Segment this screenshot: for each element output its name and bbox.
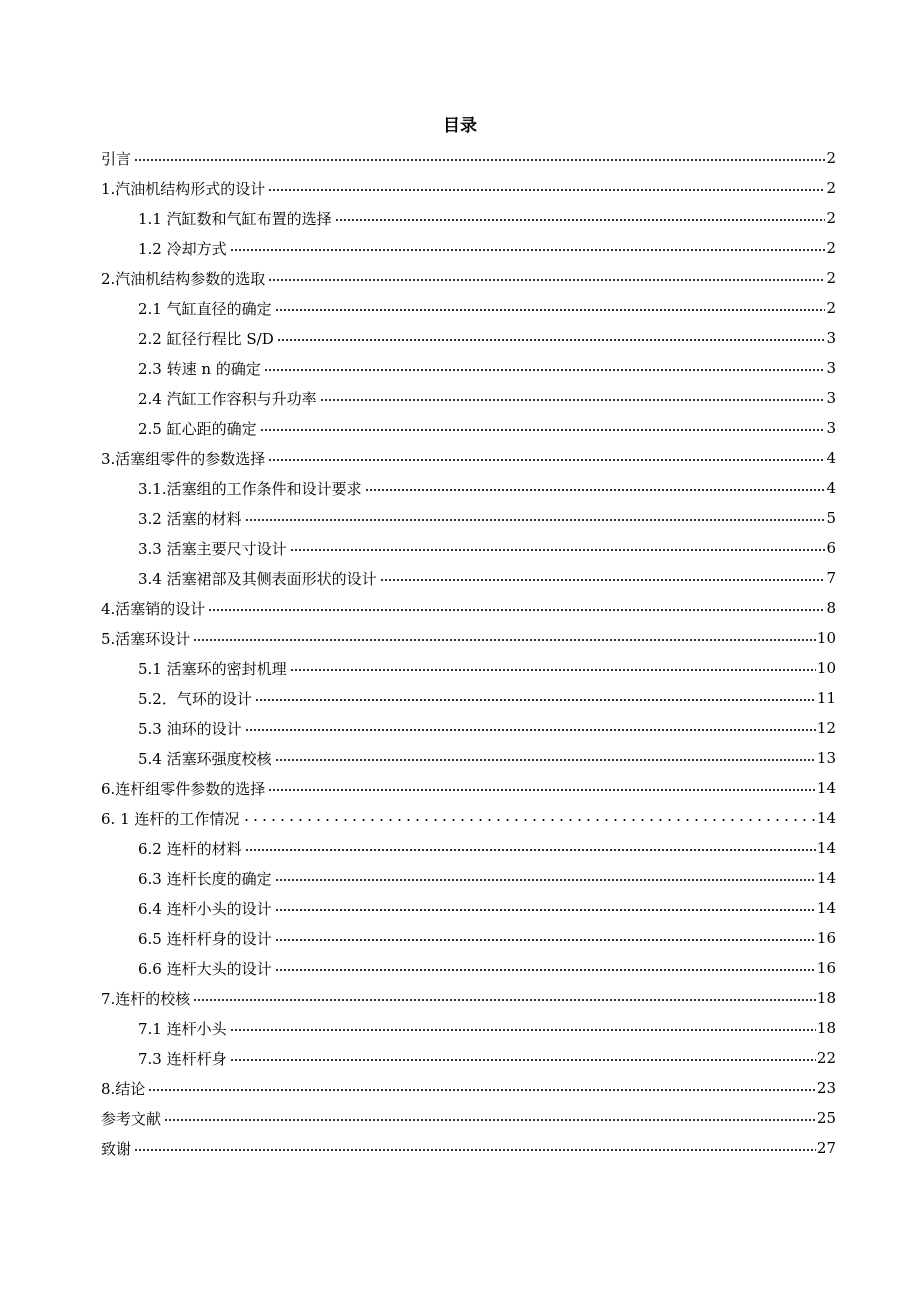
toc-entry-text: 2.1 气缸直径的确定 bbox=[138, 299, 272, 318]
toc-entry[interactable] bbox=[0, 863, 920, 893]
toc-entry[interactable] bbox=[0, 233, 920, 263]
toc-entry-page-number: 11 bbox=[816, 689, 836, 707]
toc-entry-page-number: 8 bbox=[826, 599, 836, 617]
toc-entry-text: 2.3 转速 n 的确定 bbox=[138, 359, 261, 378]
toc-entry-page-number: 10 bbox=[816, 659, 836, 677]
toc-entry-text: 7.3 连杆杆身 bbox=[138, 1049, 227, 1068]
toc-entry[interactable] bbox=[0, 383, 920, 413]
toc-entry-text: 1.汽油机结构形式的设计 bbox=[101, 179, 266, 198]
toc-entry-text: 6. 1 连杆的工作情况 bbox=[101, 809, 240, 828]
toc-entry[interactable] bbox=[0, 623, 920, 653]
toc-title: 目录 bbox=[443, 116, 477, 136]
toc-entry-text: 3.3 活塞主要尺寸设计 bbox=[138, 539, 287, 558]
toc-entry-page-number: 2 bbox=[826, 269, 836, 287]
toc-dot-leader bbox=[275, 964, 816, 976]
toc-entry[interactable] bbox=[0, 173, 920, 203]
toc-entry[interactable] bbox=[0, 923, 920, 953]
toc-entry-page-number: 5 bbox=[826, 509, 836, 527]
toc-dot-leader bbox=[275, 754, 816, 766]
toc-entry-page-number: 23 bbox=[816, 1079, 836, 1097]
toc-entry-page-number: 4 bbox=[826, 449, 836, 467]
toc-entry-text: 6.2 连杆的材料 bbox=[138, 839, 242, 858]
toc-entry[interactable] bbox=[0, 533, 920, 563]
toc-entry-text: 3.4 活塞裙部及其侧表面形状的设计 bbox=[138, 569, 377, 588]
toc-entry-page-number: 27 bbox=[816, 1139, 836, 1157]
toc-dot-leader bbox=[290, 544, 826, 556]
toc-entry[interactable] bbox=[0, 1073, 920, 1103]
toc-entry[interactable] bbox=[0, 833, 920, 863]
toc-entry-text: 致谢 bbox=[101, 1139, 132, 1158]
toc-entry[interactable] bbox=[0, 653, 920, 683]
toc-entry-text: 5.活塞环设计 bbox=[101, 629, 191, 648]
toc-entry-page-number: 2 bbox=[826, 149, 836, 167]
toc-dot-leader bbox=[275, 874, 816, 886]
toc-dot-leader bbox=[275, 934, 816, 946]
toc-entry-text: 2.5 缸心距的确定 bbox=[138, 419, 257, 438]
toc-entry[interactable] bbox=[0, 713, 920, 743]
toc-entry-text: 5.2．气环的设计 bbox=[138, 689, 252, 708]
toc-entry-page-number: 14 bbox=[816, 809, 836, 827]
toc-entry-text: 2.汽油机结构参数的选取 bbox=[101, 269, 266, 288]
toc-entry[interactable] bbox=[0, 503, 920, 533]
toc-dot-leader bbox=[275, 304, 826, 316]
toc-entry-page-number: 25 bbox=[816, 1109, 836, 1127]
toc-dot-leader bbox=[134, 1144, 816, 1156]
toc-entry-text: 2.4 汽缸工作容积与升功率 bbox=[138, 389, 317, 408]
toc-dot-leader bbox=[193, 994, 816, 1006]
toc-entry-page-number: 18 bbox=[816, 989, 836, 1007]
toc-entry[interactable] bbox=[0, 353, 920, 383]
toc-entry-page-number: 3 bbox=[826, 389, 836, 407]
toc-entry[interactable] bbox=[0, 893, 920, 923]
toc-dot-leader bbox=[230, 1024, 816, 1036]
toc-dot-leader bbox=[208, 604, 825, 616]
toc-entry[interactable] bbox=[0, 683, 920, 713]
toc-entry-page-number: 22 bbox=[816, 1049, 836, 1067]
toc-dot-leader bbox=[255, 694, 816, 706]
toc-dot-leader bbox=[268, 784, 816, 796]
toc-entry-text: 1.1 汽缸数和气缸布置的选择 bbox=[138, 209, 332, 228]
toc-dot-leader bbox=[365, 484, 826, 496]
toc-dot-leader bbox=[134, 154, 825, 166]
toc-entry-page-number: 7 bbox=[826, 569, 836, 587]
toc-entry-page-number: 14 bbox=[816, 899, 836, 917]
toc-dot-leader bbox=[268, 454, 825, 466]
toc-entry-page-number: 16 bbox=[816, 959, 836, 977]
toc-dot-leader bbox=[230, 1054, 816, 1066]
toc-entry-text: 4.活塞销的设计 bbox=[101, 599, 206, 618]
toc-entry-page-number: 14 bbox=[816, 839, 836, 857]
toc-dot-leader bbox=[264, 364, 826, 376]
toc-dot-leader bbox=[242, 814, 816, 826]
toc-entry-page-number: 2 bbox=[826, 209, 836, 227]
toc-entry[interactable] bbox=[0, 743, 920, 773]
toc-entry[interactable] bbox=[0, 563, 920, 593]
toc-entry[interactable] bbox=[0, 413, 920, 443]
toc-dot-leader bbox=[245, 724, 816, 736]
toc-dot-leader bbox=[245, 844, 816, 856]
toc-entry[interactable] bbox=[0, 1013, 920, 1043]
toc-dot-leader bbox=[193, 634, 816, 646]
toc-entry-text: 7.1 连杆小头 bbox=[138, 1019, 227, 1038]
toc-dot-leader bbox=[164, 1114, 816, 1126]
toc-entry-page-number: 14 bbox=[816, 869, 836, 887]
toc-entry[interactable] bbox=[0, 1043, 920, 1073]
toc-entry-page-number: 18 bbox=[816, 1019, 836, 1037]
toc-entry[interactable] bbox=[0, 143, 920, 173]
toc-dot-leader bbox=[335, 214, 826, 226]
toc-entry-page-number: 4 bbox=[826, 479, 836, 497]
toc-entry-text: 3.活塞组零件的参数选择 bbox=[101, 449, 266, 468]
toc-dot-leader bbox=[268, 184, 825, 196]
toc-entry-page-number: 13 bbox=[816, 749, 836, 767]
toc-entry[interactable] bbox=[0, 593, 920, 623]
toc-entry-text: 8.结论 bbox=[101, 1079, 146, 1098]
toc-dot-leader bbox=[245, 514, 826, 526]
toc-entry-page-number: 2 bbox=[826, 299, 836, 317]
toc-entry-text: 1.2 冷却方式 bbox=[138, 239, 227, 258]
toc-entry-page-number: 3 bbox=[826, 329, 836, 347]
toc-list bbox=[0, 143, 920, 1163]
toc-entry-text: 3.2 活塞的材料 bbox=[138, 509, 242, 528]
toc-dot-leader bbox=[277, 334, 826, 346]
toc-entry-page-number: 6 bbox=[826, 539, 836, 557]
toc-entry[interactable] bbox=[0, 983, 920, 1013]
toc-dot-leader bbox=[320, 394, 826, 406]
toc-entry[interactable] bbox=[0, 293, 920, 323]
toc-entry-text: 6.6 连杆大头的设计 bbox=[138, 959, 272, 978]
toc-entry-text: 6.4 连杆小头的设计 bbox=[138, 899, 272, 918]
toc-entry-page-number: 3 bbox=[826, 359, 836, 377]
toc-entry[interactable] bbox=[0, 953, 920, 983]
toc-entry[interactable] bbox=[0, 323, 920, 353]
toc-dot-leader bbox=[148, 1084, 816, 1096]
toc-entry[interactable] bbox=[0, 1133, 920, 1163]
toc-entry-text: 2.2 缸径行程比 S/D bbox=[138, 329, 274, 348]
toc-entry-text: 7.连杆的校核 bbox=[101, 989, 191, 1008]
toc-dot-leader bbox=[230, 244, 826, 256]
toc-dot-leader bbox=[268, 274, 825, 286]
toc-dot-leader bbox=[290, 664, 816, 676]
toc-entry-text: 5.1 活塞环的密封机理 bbox=[138, 659, 287, 678]
toc-entry-page-number: 3 bbox=[826, 419, 836, 437]
toc-dot-leader bbox=[275, 904, 816, 916]
toc-entry-page-number: 12 bbox=[816, 719, 836, 737]
toc-entry-text: 5.3 油环的设计 bbox=[138, 719, 242, 738]
toc-entry-page-number: 2 bbox=[826, 239, 836, 257]
toc-entry-page-number: 16 bbox=[816, 929, 836, 947]
toc-entry-text: 3.1.活塞组的工作条件和设计要求 bbox=[138, 479, 362, 498]
toc-entry[interactable] bbox=[0, 803, 920, 833]
toc-entry-text: 5.4 活塞环强度校核 bbox=[138, 749, 272, 768]
toc-dot-leader bbox=[260, 424, 826, 436]
toc-entry-text: 6.连杆组零件参数的选择 bbox=[101, 779, 266, 798]
toc-entry-text: 引言 bbox=[101, 149, 132, 168]
toc-entry[interactable] bbox=[0, 443, 920, 473]
toc-entry-text: 6.3 连杆长度的确定 bbox=[138, 869, 272, 888]
toc-entry[interactable] bbox=[0, 773, 920, 803]
toc-dot-leader bbox=[380, 574, 826, 586]
toc-entry-text: 参考文献 bbox=[101, 1109, 162, 1128]
toc-entry-page-number: 14 bbox=[816, 779, 836, 797]
toc-entry-page-number: 10 bbox=[816, 629, 836, 647]
toc-entry-page-number: 2 bbox=[826, 179, 836, 197]
toc-entry[interactable] bbox=[0, 263, 920, 293]
toc-entry[interactable] bbox=[0, 1103, 920, 1133]
toc-entry[interactable] bbox=[0, 473, 920, 503]
toc-entry[interactable] bbox=[0, 203, 920, 233]
toc-entry-text: 6.5 连杆杆身的设计 bbox=[138, 929, 272, 948]
